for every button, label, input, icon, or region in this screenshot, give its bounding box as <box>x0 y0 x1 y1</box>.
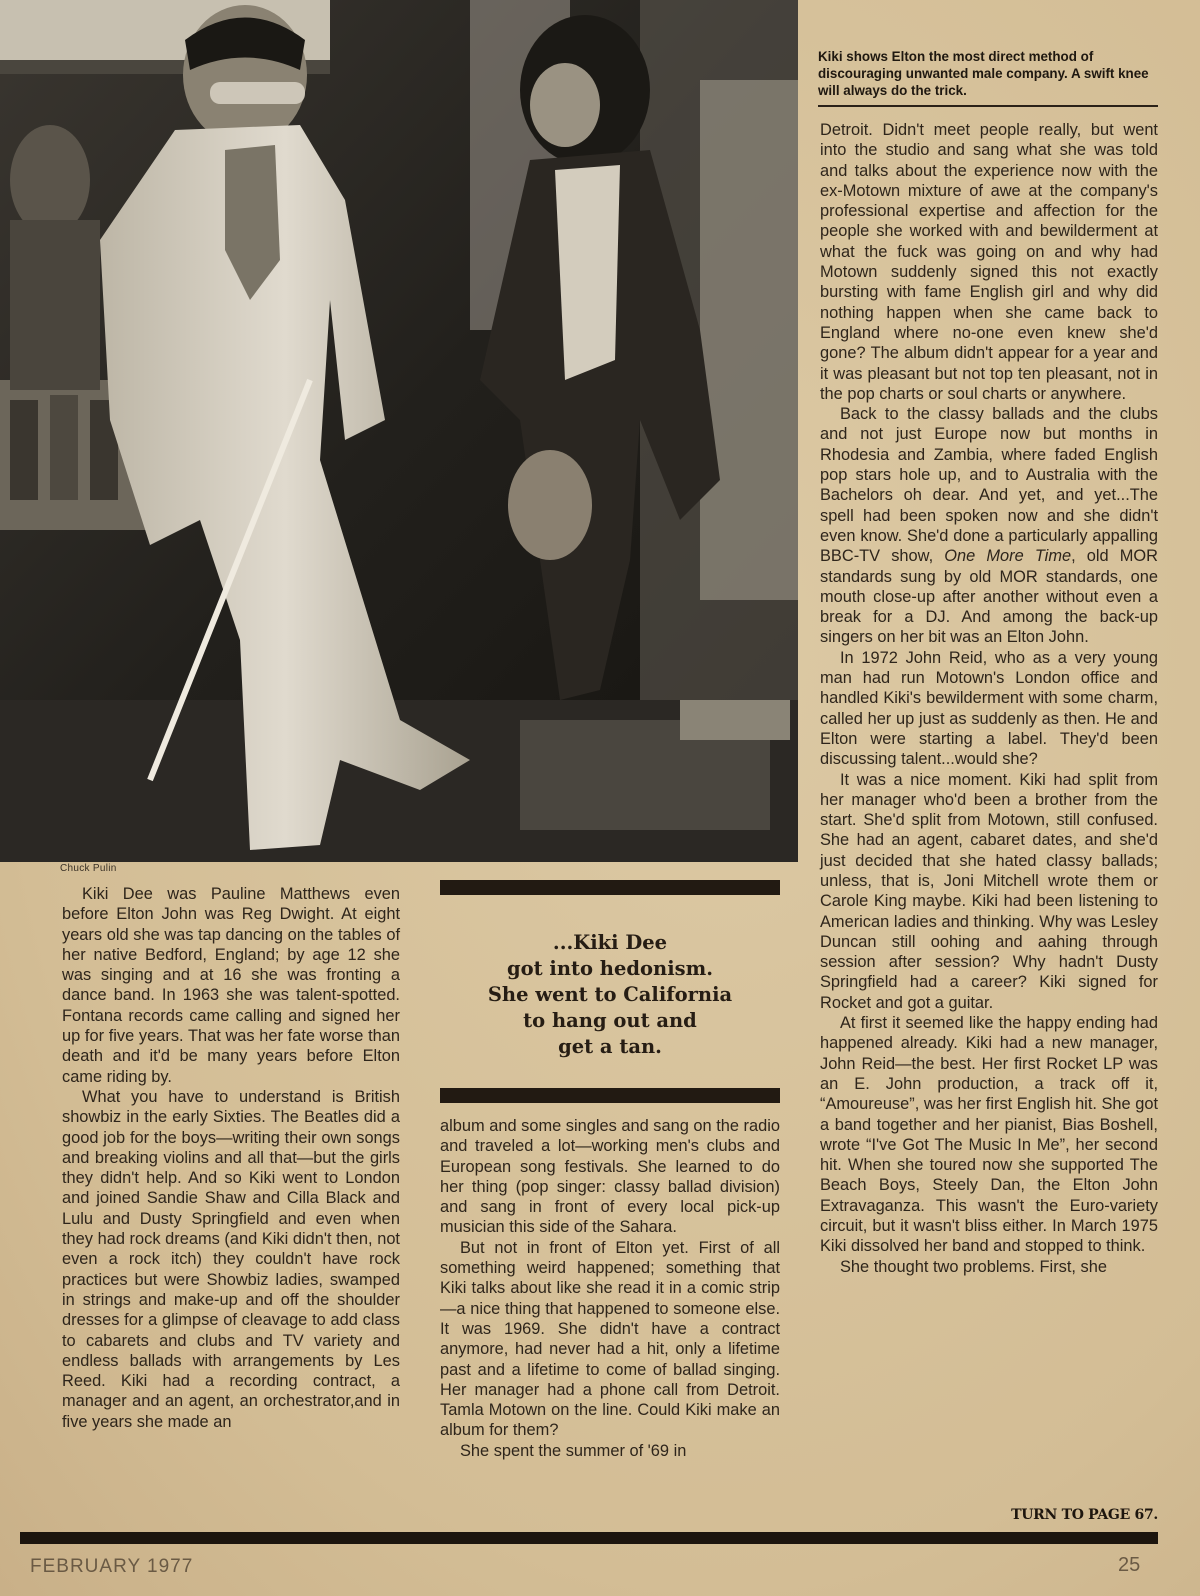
paragraph: album and some singles and sang on the radio and traveled a lot—working men's clubs and European song festivals. She learned to do her thing (pop singer: classy ballad division) and sang in front of every local pick-up musician this side of the Sahara. <box>440 1117 780 1237</box>
paragraph: She spent the summer of '69 in <box>460 1441 687 1460</box>
pull-quote-line: to hang out and <box>523 1009 697 1032</box>
photo-elton-and-kiki <box>0 0 798 862</box>
paragraph: It was a nice moment. Kiki had split from her manager who'd been a brother from the start. She'd split from Motown, still confused. She had an agent, cabaret dates, and she'd just decided that she hated classy ballads; unless, that is, Joni Mitchell wrote them or Carole King maybe. Kiki had been listening to American ladies and thinking. Why was Lesley Duncan still oohing and aahing through session after session? Why hadn't Dusty Springfield had a career? Kiki signed for Rocket and got a guitar. <box>820 770 1158 1012</box>
paragraph: Detroit. Didn't meet people really, but went into the studio and sang what she was told and talks about the experience now with the ex-Motown mixture of awe at the company's professional expertise and affection for the people she worked with and bewilderment at what the fuck was going on and why had Motown suddenly signed this not exactly bursting with fame English girl and why did nothing happen when she came back to England where no-one even knew she'd gone? The album didn't appear for a year and it was pleasant but not top ten pleasant, not in the pop charts or soul charts or anywhere. <box>820 121 1158 403</box>
issue-date: FEBRUARY 1977 <box>30 1556 194 1577</box>
caption-divider <box>818 105 1158 107</box>
footer-divider <box>20 1532 1158 1544</box>
show-title: One More Time <box>944 547 1072 566</box>
pull-quote-bar-bottom <box>440 1088 780 1103</box>
paragraph-text: Back to the classy ballads and the clubs and not just Europe now but months in Rhodesia and Zambia, where faded English pop stars hole up, and to Australia with the Bachelors oh dear. And yet, and yet...The spell had been spoken now and she didn't even know. She'd done a particularly appalling BBC-TV show, <box>820 405 1158 566</box>
pull-quote-line: got into hedonism. <box>506 957 714 980</box>
pull-quote-line: ...Kiki Dee <box>552 931 668 954</box>
page-number: 25 <box>1118 1554 1141 1576</box>
article-column-left <box>62 884 400 1432</box>
pull-quote-line: get a tan. <box>558 1035 662 1058</box>
paragraph: What you have to understand is British showbiz in the early Sixties. The Beatles did a good job for the boys—writing their own songs and breaking violins and all that—but the girls they didn't help. And so Kiki went to London and joined Sandie Shaw and Cilla Black and Lulu and Dusty Springfield and even when they had rock dreams (and Kiki didn't then, not even a rock itch) they couldn't have rock practices but were Showbiz ladies, swamped in strings and make-up and off the shoulder dresses for a glimpse of cleavage to add class to cabarets and clubs and TV variety and endless ballads with arrangements by Les Reed. Kiki had a recording contract, a manager and an agent, an orchestrator,and in five years she made an <box>62 1087 400 1431</box>
paragraph: At first it seemed like the happy ending had happened already. Kiki had a new manager, John Reid—the best. Her first Rocket LP was an E. John production, a track off it, “Amoureuse”, was her first English hit. She got a band together and her pianist, Bias Boshell, wrote “I've Got The Music In Me”, her second hit. When she toured now she supported The Beach Boys, Steely Dan, the Elton John Extravaganza. This wasn't the Euro-variety circuit, but it wasn't bliss either. In March 1975 Kiki dissolved her band and stopped to think. <box>820 1014 1158 1256</box>
paragraph: In 1972 John Reid, who as a very young man had run Motown's London office and handled Kiki's bewilderment with some charm, called her up just as suddenly as then. He and Elton were starting a label. They'd been discussing talent...would she? <box>820 648 1158 769</box>
paragraph-text: , old MOR standards sung by old MOR standards, one mouth close-up after another without even a break for a DJ. And among the back-up singers on her bit was an Elton John. <box>820 547 1159 647</box>
photo-credit: Chuck Pulin <box>60 863 117 874</box>
pull-quote <box>440 930 780 1060</box>
article-column-middle <box>440 1116 780 1461</box>
pull-quote-line: She went to California <box>487 983 733 1006</box>
paragraph: But not in front of Elton yet. First of all something weird happened; something that Kiki talks about like she read it in a comic strip—a nice thing that happened to someone else. It was 1969. She didn't have a contract anymore, had never had a hit, only a lifetime past and a lifetime to come of ballad singing. Her manager had a phone call from Detroit. Tamla Motown on the line. Could Kiki make an album for them? <box>440 1238 780 1440</box>
continued-on-link[interactable]: TURN TO PAGE 67. <box>1011 1507 1158 1523</box>
paragraph: Kiki Dee was Pauline Matthews even before Elton John was Reg Dwight. At eight years old she was tap dancing on the tables of her native Bedford, England; by age 12 she was singing and at 16 she was fronting a dance band. In 1963 she was talent-spotted. Fontana records came calling and signed her up for five years. That was her fate worse than death and it'd be many years before Elton came riding by. <box>62 885 400 1086</box>
pull-quote-bar-top <box>440 880 780 895</box>
photo-caption: Kiki shows Elton the most direct method of discouraging unwanted male company. A swift knee will always do the trick. <box>818 49 1149 98</box>
paragraph <box>820 404 1158 648</box>
paragraph: She thought two problems. First, she <box>840 1257 1107 1276</box>
article-column-right <box>820 120 1158 1277</box>
